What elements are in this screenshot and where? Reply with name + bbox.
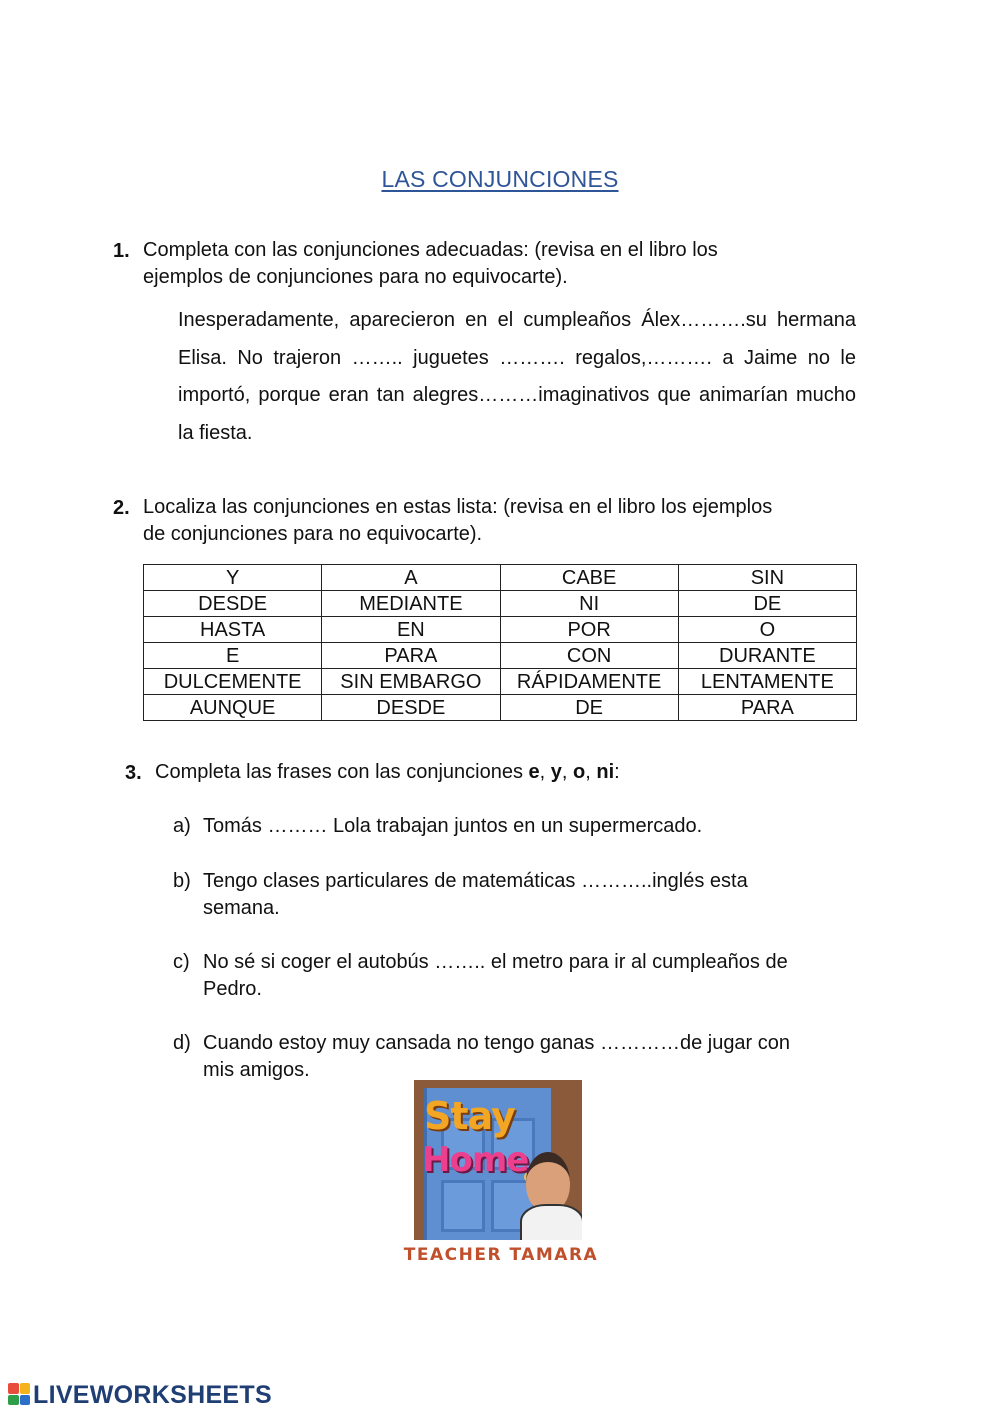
stay-text: Stay bbox=[424, 1094, 515, 1138]
item-b-line1: Tengo clases particulares de matemáticas ………..inglés esta bbox=[203, 870, 748, 892]
question-1-instruction-line2: ejemplos de conjunciones para no equivocarte). bbox=[143, 266, 568, 288]
liveworksheets-logo-icon bbox=[8, 1383, 30, 1405]
table-cell[interactable]: DESDE bbox=[144, 591, 322, 617]
table-cell[interactable]: O bbox=[678, 617, 856, 643]
item-c-line2: Pedro. bbox=[203, 978, 262, 1000]
conjunctions-table bbox=[143, 564, 857, 721]
separator: , bbox=[539, 761, 551, 783]
question-1-paragraph: Inesperadamente, aparecieron en el cumpleaños Álex……….su hermana Elisa. No trajeron …….. juguetes ………. regalos,………. a Jaime no le importó, porque eran tan alegres………imaginativos que animarían mucho la fiesta. bbox=[178, 309, 856, 444]
table-row bbox=[144, 617, 857, 643]
table-cell[interactable]: POR bbox=[500, 617, 678, 643]
logo-square-icon bbox=[8, 1383, 19, 1394]
table-cell[interactable]: RÁPIDAMENTE bbox=[500, 669, 678, 695]
item-d-line1: Cuando estoy muy cansada no tengo ganas …………de jugar con bbox=[203, 1032, 791, 1054]
logo-square-icon bbox=[8, 1395, 19, 1406]
item-c-line1: No sé si coger el autobús …….. el metro para ir al cumpleaños de bbox=[203, 951, 788, 973]
item-a-line1: Tomás ……… Lola trabajan juntos en un supermercado. bbox=[203, 815, 703, 837]
table-cell[interactable]: NI bbox=[500, 591, 678, 617]
question-3-intro: Completa las frases con las conjunciones bbox=[155, 761, 529, 783]
table-cell[interactable]: DE bbox=[678, 591, 856, 617]
item-a-letter: a) bbox=[173, 815, 191, 837]
conjunction-ni: ni bbox=[596, 761, 615, 783]
question-3-instruction bbox=[155, 759, 620, 786]
page-title: LAS CONJUNCIONES bbox=[381, 166, 619, 192]
table-cell[interactable]: PARA bbox=[322, 643, 500, 669]
table-row bbox=[144, 669, 857, 695]
table-row bbox=[144, 565, 857, 591]
separator: , bbox=[585, 761, 597, 783]
home-text: Home bbox=[422, 1140, 529, 1180]
table-cell[interactable]: Y bbox=[144, 565, 322, 591]
liveworksheets-logo[interactable] bbox=[8, 1381, 298, 1411]
question-1-instruction-line1: Completa con las conjunciones adecuadas: (revisa en el libro los bbox=[143, 239, 718, 261]
separator: , bbox=[561, 761, 574, 783]
conjunction-o: o bbox=[573, 761, 586, 783]
question-2-number: 2. bbox=[113, 497, 130, 519]
item-d-line2: mis amigos. bbox=[203, 1059, 310, 1081]
teacher-caption: TEACHER TAMARA bbox=[403, 1245, 599, 1265]
table-row bbox=[144, 695, 857, 721]
table-cell[interactable]: A bbox=[322, 565, 500, 591]
question-1-number: 1. bbox=[113, 240, 130, 262]
item-d-letter: d) bbox=[173, 1032, 191, 1054]
table-cell[interactable]: DULCEMENTE bbox=[144, 669, 322, 695]
item-c-letter: c) bbox=[173, 951, 190, 973]
avatar-face bbox=[526, 1152, 570, 1212]
table-cell[interactable]: CON bbox=[500, 643, 678, 669]
table-cell[interactable]: SIN EMBARGO bbox=[322, 669, 500, 695]
logo-square-icon bbox=[20, 1383, 31, 1394]
question-2-instruction-line1: Localiza las conjunciones en estas lista: (revisa en el libro los ejemplos bbox=[143, 496, 773, 518]
table-row bbox=[144, 591, 857, 617]
table-cell[interactable]: DURANTE bbox=[678, 643, 856, 669]
table-cell[interactable]: MEDIANTE bbox=[322, 591, 500, 617]
table-cell[interactable]: DE bbox=[500, 695, 678, 721]
table-cell[interactable]: SIN bbox=[678, 565, 856, 591]
table-cell[interactable]: PARA bbox=[678, 695, 856, 721]
table-cell[interactable]: LENTAMENTE bbox=[678, 669, 856, 695]
avatar-body bbox=[520, 1204, 582, 1240]
stay-home-illustration bbox=[414, 1080, 582, 1240]
item-b-letter: b) bbox=[173, 870, 191, 892]
table-row bbox=[144, 643, 857, 669]
conjunction-y: y bbox=[550, 761, 562, 783]
table-cell[interactable]: DESDE bbox=[322, 695, 500, 721]
table-cell[interactable]: AUNQUE bbox=[144, 695, 322, 721]
item-b-line2: semana. bbox=[203, 897, 280, 919]
question-2-instruction-line2: de conjunciones para no equivocarte). bbox=[143, 523, 483, 545]
question-3-number: 3. bbox=[125, 762, 142, 784]
table-cell[interactable]: CABE bbox=[500, 565, 678, 591]
table-cell[interactable]: EN bbox=[322, 617, 500, 643]
door-panel bbox=[441, 1180, 485, 1232]
table-cell[interactable]: E bbox=[144, 643, 322, 669]
liveworksheets-logo-text: LIVEWORKSHEETS bbox=[33, 1381, 272, 1409]
table-cell[interactable]: HASTA bbox=[144, 617, 322, 643]
conjunction-e: e bbox=[528, 761, 540, 783]
logo-square-icon bbox=[20, 1395, 31, 1406]
colon: : bbox=[614, 761, 620, 783]
